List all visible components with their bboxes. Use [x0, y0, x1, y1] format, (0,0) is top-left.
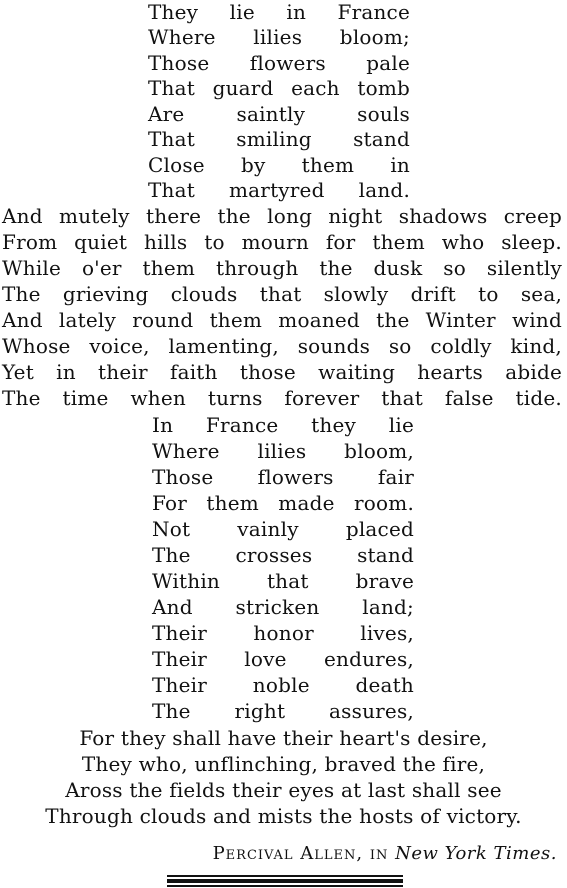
divider-rule	[167, 885, 403, 887]
poem-line: Those flowers fair	[152, 465, 414, 489]
poem-line: And stricken land;	[152, 595, 414, 619]
poem-line: Aross the fields their eyes at last shall see	[65, 778, 502, 802]
poem-line: The right assures,	[152, 699, 414, 723]
poem-line: Not vainly placed	[152, 517, 414, 541]
divider-rule	[167, 875, 403, 877]
poem-line: And lately round them moaned the Winter wind	[2, 308, 562, 332]
poem-line: The grieving clouds that slowly drift to sea,	[2, 282, 562, 306]
poem-line: Their honor lives,	[152, 621, 414, 645]
attribution	[213, 843, 557, 865]
poem-line: That martyred land.	[148, 178, 410, 202]
poem-line: Where lilies bloom;	[148, 25, 410, 49]
poem-line: And mutely there the long night shadows creep	[2, 204, 562, 228]
attribution-in: in	[369, 843, 389, 864]
source-name: New York Times.	[395, 843, 557, 864]
poem-line: Yet in their faith those waiting hearts abide	[2, 360, 562, 384]
poem-line: Within that brave	[152, 569, 414, 593]
poem-line: For them made room.	[152, 491, 414, 515]
poem-line: They lie in France	[148, 0, 410, 24]
poem-line: Those flowers pale	[148, 51, 410, 75]
poem-line: Whose voice, lamenting, sounds so coldly kind,	[2, 334, 562, 358]
poem-line: Are saintly souls	[148, 102, 410, 126]
poem-line: They who, unflinching, braved the fire,	[81, 752, 486, 776]
poem-line: The crosses stand	[152, 543, 414, 567]
author-name: Percival Allen,	[212, 843, 364, 864]
poem-line: While o'er them through the dusk so silently	[2, 256, 562, 280]
poem-line: That guard each tomb	[148, 76, 410, 100]
divider-rule	[167, 879, 403, 883]
poem-line: From quiet hills to mourn for them who sleep.	[2, 230, 562, 254]
poem-line: For they shall have their heart's desire,	[79, 726, 488, 750]
poem-line: Their love endures,	[152, 647, 414, 671]
poem-line: In France they lie	[152, 413, 414, 437]
poem-line: That smiling stand	[148, 127, 410, 151]
poem-line: The time when turns forever that false tide.	[2, 386, 562, 410]
poem-line: Through clouds and mists the hosts of victory.	[45, 804, 522, 828]
poem-line: Their noble death	[152, 673, 414, 697]
poem-line: Where lilies bloom,	[152, 439, 414, 463]
poem-line: Close by them in	[148, 153, 410, 177]
